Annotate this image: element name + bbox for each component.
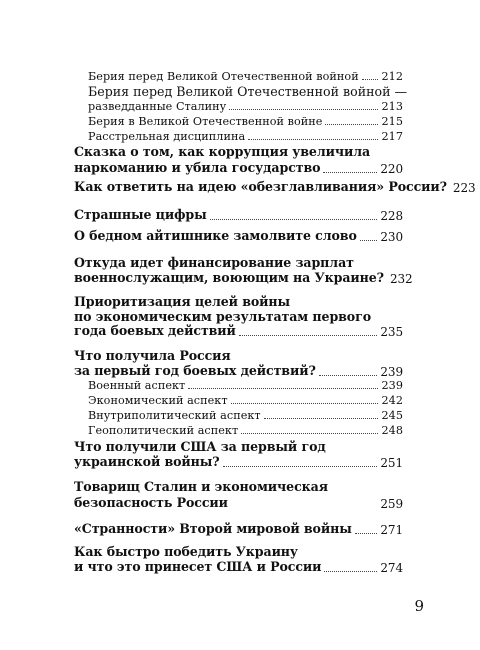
toc-page-number: 223 (452, 180, 476, 195)
toc-page-number: 271 (380, 522, 403, 537)
toc-entry-prioritization-line3[interactable] (74, 325, 403, 338)
toc-entry-scary-numbers[interactable] (74, 209, 403, 222)
dot-leader (188, 388, 378, 389)
toc-entry-title: военнослужащим, воюющим на Украине? (74, 270, 384, 285)
toc-entry-corruption-line1[interactable]: Сказка о том, как коррупция увеличила (74, 144, 371, 159)
toc-page-number: 239 (381, 379, 403, 392)
toc-page-number: 212 (381, 70, 403, 83)
toc-entry-ukraine-line1[interactable]: Как быстро победить Украину (74, 544, 298, 559)
page-number: 9 (414, 597, 424, 615)
toc-entry-title: Военный аспект (88, 379, 186, 392)
toc-entry-geopolitical-aspect[interactable] (88, 425, 403, 436)
dot-leader (231, 507, 377, 508)
dot-leader (360, 240, 378, 241)
toc-entry-decapitation[interactable] (74, 179, 476, 195)
toc-entry-russia-line2[interactable] (74, 365, 403, 378)
toc-page-number: 251 (380, 455, 403, 470)
toc-page-number: 235 (380, 324, 403, 339)
dot-leader (324, 571, 377, 572)
toc-page-number: 232 (389, 271, 413, 286)
toc-page-number: 213 (381, 100, 403, 113)
toc-entry-title: «Странности» Второй мировой войны (74, 521, 352, 536)
toc-entry-title: Берия перед Великой Отечественной войной (88, 70, 359, 83)
toc-entry-title: и что это принесет США и России (74, 559, 322, 574)
toc-page-number: 228 (380, 208, 403, 223)
toc-entry-title: Расстрельная дисциплина (88, 130, 246, 143)
dot-leader (239, 335, 378, 336)
toc-entry-corruption-line2[interactable] (74, 162, 403, 175)
toc-entry-title: украинской войны? (74, 454, 220, 469)
toc-entry-execution-discipline[interactable] (88, 131, 403, 142)
dot-leader (264, 418, 379, 419)
toc-entry-usa-line1[interactable]: Что получили США за первый год (74, 439, 326, 454)
toc-page-number: 230 (380, 229, 403, 244)
toc-entry-title: наркоманию и убила государство (74, 160, 321, 175)
toc-page-number: 242 (381, 394, 403, 407)
toc-entry-ww2-oddities[interactable] (74, 523, 403, 536)
toc-entry-beria-before-war[interactable] (88, 71, 403, 82)
dot-leader (248, 139, 378, 140)
toc-page-number: 259 (380, 496, 403, 511)
toc-page-number: 215 (381, 115, 403, 128)
toc-entry-title: Страшные цифры (74, 207, 207, 222)
toc-page-number: 245 (381, 409, 403, 422)
toc-page-number: 274 (380, 560, 403, 575)
toc-entry-title: О бедном айтишнике замолвите слово (74, 228, 357, 243)
toc-entry-title: Внутриполитический аспект (88, 409, 261, 422)
toc-page-number: 217 (381, 130, 403, 143)
toc-entry-title: Берия в Великой Отечественной войне (88, 115, 323, 128)
dot-leader (229, 109, 378, 110)
toc-page-number: 248 (381, 424, 403, 437)
toc-entry-military-aspect[interactable] (88, 380, 403, 391)
toc-entry-beria-intel-line2[interactable] (88, 101, 403, 112)
toc-entry-title: Геополитический аспект (88, 424, 239, 437)
dot-leader (325, 124, 378, 125)
toc-entry-economic-aspect[interactable] (88, 395, 403, 406)
toc-entry-it-guy[interactable] (74, 230, 403, 243)
toc-page-number: 239 (380, 364, 403, 379)
dot-leader (223, 466, 378, 467)
toc-entry-salary-line2[interactable] (74, 270, 413, 286)
toc-entry-salary-line1[interactable]: Откуда идет финансирование зарплат (74, 255, 354, 270)
toc-entry-title: безопасность России (74, 495, 228, 510)
dot-leader (231, 403, 379, 404)
toc-entry-title: разведданные Сталину (88, 100, 227, 113)
dot-leader (355, 533, 378, 534)
toc-entry-title: Как ответить на идею «обезглавливания» России? (74, 179, 447, 194)
dot-leader (319, 375, 378, 376)
dot-leader (362, 79, 379, 80)
toc-entry-ukraine-line2[interactable] (74, 561, 403, 574)
toc-entry-stalin-line2[interactable] (74, 497, 403, 510)
toc-entry-stalin-line1[interactable]: Товарищ Сталин и экономическая (74, 479, 328, 494)
toc-entry-beria-intel-line1[interactable]: Берия перед Великой Отечественной войной — (88, 84, 408, 99)
dot-leader (210, 219, 378, 220)
toc-entry-title: года боевых действий (74, 323, 236, 338)
toc-entry-russia-line1[interactable]: Что получила Россия (74, 348, 231, 363)
toc-entry-prioritization-line1[interactable]: Приоритизация целей войны (74, 294, 291, 309)
dot-leader (323, 172, 377, 173)
toc-entry-usa-line2[interactable] (74, 456, 403, 469)
toc-entry-prioritization-line2[interactable]: по экономическим результатам первого (74, 309, 372, 324)
dot-leader (241, 433, 378, 434)
toc-entry-domestic-aspect[interactable] (88, 410, 403, 421)
toc-page-number: 220 (380, 161, 403, 176)
toc-entry-title: Экономический аспект (88, 394, 228, 407)
toc-entry-beria-in-war[interactable] (88, 116, 403, 127)
toc-entry-title: за первый год боевых действий? (74, 363, 316, 378)
